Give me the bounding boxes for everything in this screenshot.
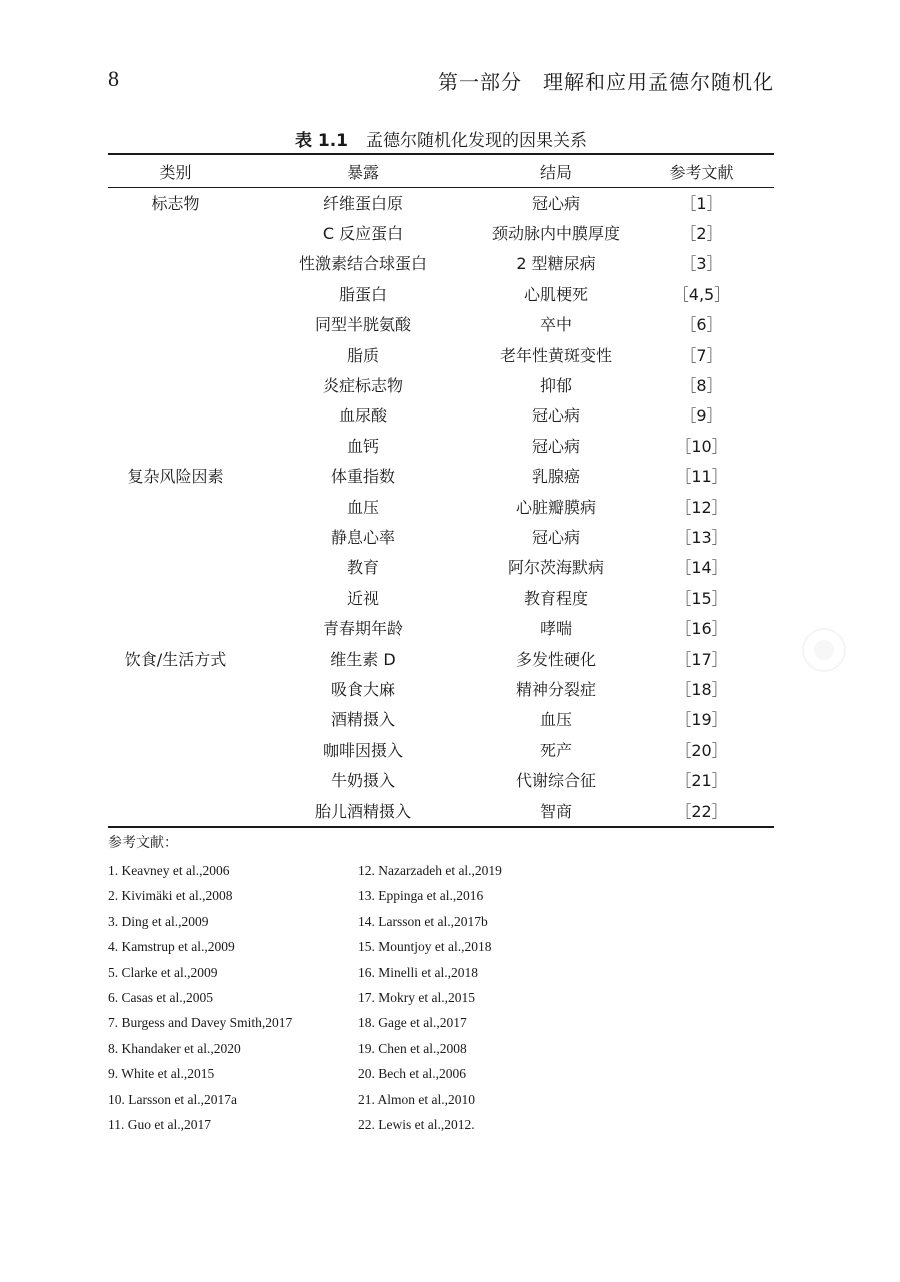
outcome-cell: 血压	[539, 710, 572, 730]
reference-item: 8. Khandaker et al.,2020	[108, 1040, 241, 1056]
reference-cell: ［14］	[675, 558, 728, 578]
exposure-cell: 纤维蛋白原	[322, 193, 403, 213]
table-caption	[108, 126, 774, 151]
category-cell	[108, 521, 243, 551]
category-cell	[108, 795, 243, 825]
exposure-cell: 血压	[346, 497, 379, 517]
outcome-cell: 冠心病	[531, 436, 580, 456]
outcome-cell: 冠心病	[531, 527, 580, 547]
table-row	[108, 491, 774, 521]
table-row	[108, 430, 774, 460]
reference-item: 5. Clarke et al.,2009	[108, 964, 218, 980]
table-row	[108, 612, 774, 642]
watermark-seal	[802, 628, 846, 672]
page-number: 8	[108, 66, 119, 91]
table-row	[108, 248, 774, 278]
outcome-cell: 哮喘	[539, 619, 572, 639]
outcome-cell: 教育程度	[523, 588, 588, 608]
reference-cell: ［4,5］	[672, 284, 731, 304]
category-cell	[108, 734, 243, 764]
reference-item: 22. Lewis et al.,2012.	[358, 1116, 475, 1132]
exposure-cell: 维生素 D	[330, 649, 396, 669]
reference-cell: ［2］	[680, 224, 723, 244]
header-reference: 参考文献	[669, 162, 734, 182]
reference-cell: ［19］	[675, 710, 728, 730]
exposure-cell: 吸食大麻	[330, 679, 395, 699]
table-row	[108, 369, 774, 399]
table-bottom-rule	[108, 826, 774, 828]
exposure-cell: 体重指数	[330, 467, 395, 487]
exposure-cell: 教育	[346, 558, 379, 578]
reference-item: 10. Larsson et al.,2017a	[108, 1091, 237, 1107]
outcome-cell: 老年性黄斑变性	[499, 345, 612, 365]
reference-item: 20. Bech et al.,2006	[358, 1066, 466, 1082]
category-cell	[108, 612, 243, 642]
outcome-cell: 心脏瓣膜病	[515, 497, 596, 517]
outcome-cell: 冠心病	[531, 406, 580, 426]
outcome-cell: 心肌梗死	[523, 284, 588, 304]
exposure-cell: 炎症标志物	[322, 376, 403, 396]
reference-cell: ［13］	[675, 527, 728, 547]
category-cell: 复杂风险因素	[127, 467, 224, 487]
outcome-cell: 颈动脉内中膜厚度	[491, 224, 620, 244]
outcome-cell: 阿尔茨海默病	[507, 558, 604, 578]
reference-item: 4. Kamstrup et al.,2009	[108, 939, 235, 955]
table-row	[108, 278, 774, 308]
reference-cell: ［12］	[675, 497, 728, 517]
reference-cell: ［8］	[680, 376, 723, 396]
table-row	[108, 764, 774, 794]
reference-item: 21. Almon et al.,2010	[358, 1091, 475, 1107]
exposure-cell: 同型半胱氨酸	[314, 315, 411, 335]
table-row	[108, 673, 774, 703]
category-cell	[108, 400, 243, 430]
category-cell	[108, 673, 243, 703]
reference-cell: ［7］	[680, 345, 723, 365]
outcome-cell: 死产	[539, 740, 572, 760]
exposure-cell: 咖啡因摄入	[322, 740, 403, 760]
outcome-cell: 抑郁	[539, 376, 572, 396]
exposure-cell: 青春期年龄	[322, 619, 403, 639]
causal-findings-table	[108, 155, 774, 825]
header-outcome: 结局	[539, 162, 572, 182]
outcome-cell: 智商	[539, 801, 572, 821]
exposure-cell: 牛奶摄入	[330, 771, 395, 791]
category-cell	[108, 248, 243, 278]
reference-item: 13. Eppinga et al.,2016	[358, 888, 484, 904]
table-row	[108, 309, 774, 339]
reference-cell: ［11］	[675, 467, 728, 487]
reference-item: 18. Gage et al.,2017	[358, 1015, 467, 1031]
reference-cell: ［21］	[675, 771, 728, 791]
exposure-cell: 酒精摄入	[330, 710, 395, 730]
category-cell	[108, 582, 243, 612]
table-label: 表 1.1	[294, 131, 349, 151]
header-exposure: 暴露	[346, 162, 379, 182]
outcome-cell: 代谢综合征	[515, 771, 596, 791]
category-cell	[108, 430, 243, 460]
category-cell	[108, 491, 243, 521]
reference-item: 14. Larsson et al.,2017b	[358, 913, 488, 929]
category-cell	[108, 552, 243, 582]
reference-cell: ［16］	[675, 619, 728, 639]
table-body	[108, 187, 774, 825]
reference-item: 19. Chen et al.,2008	[358, 1040, 467, 1056]
exposure-cell: 近视	[346, 588, 379, 608]
exposure-cell: 血钙	[346, 436, 379, 456]
table-row	[108, 734, 774, 764]
category-cell: 标志物	[151, 193, 200, 213]
references-column-1	[108, 858, 292, 1137]
reference-item: 2. Kivimäki et al.,2008	[108, 888, 233, 904]
reference-item: 16. Minelli et al.,2018	[358, 964, 478, 980]
table-header-row	[108, 155, 774, 187]
reference-item: 11. Guo et al.,2017	[108, 1116, 211, 1132]
table-row	[108, 643, 774, 673]
reference-item: 9. White et al.,2015	[108, 1066, 215, 1082]
table-row	[108, 795, 774, 825]
exposure-cell: 脂蛋白	[338, 284, 387, 304]
reference-cell: ［17］	[675, 649, 728, 669]
outcome-cell: 精神分裂症	[515, 679, 596, 699]
exposure-cell: 胎儿酒精摄入	[314, 801, 411, 821]
table-row	[108, 461, 774, 491]
reference-cell: ［18］	[675, 679, 728, 699]
reference-cell: ［6］	[680, 315, 723, 335]
reference-cell: ［22］	[675, 801, 728, 821]
exposure-cell: 血尿酸	[338, 406, 387, 426]
category-cell	[108, 309, 243, 339]
exposure-cell: 性激素结合球蛋白	[298, 254, 427, 274]
header-category: 类别	[159, 162, 192, 182]
exposure-cell: 静息心率	[330, 527, 395, 547]
reference-cell: ［10］	[675, 436, 728, 456]
category-cell	[108, 764, 243, 794]
reference-cell: ［20］	[675, 740, 728, 760]
running-head: 第一部分 理解和应用孟德尔随机化	[438, 70, 774, 94]
category-cell	[108, 217, 243, 247]
reference-item: 1. Keavney et al.,2006	[108, 863, 230, 878]
reference-cell: ［15］	[675, 588, 728, 608]
outcome-cell: 2 型糖尿病	[516, 254, 596, 274]
reference-cell: ［1］	[680, 193, 723, 213]
reference-item: 6. Casas et al.,2005	[108, 989, 213, 1005]
reference-item: 12. Nazarzadeh et al.,2019	[358, 863, 502, 878]
exposure-cell: 脂质	[346, 345, 379, 365]
table-row	[108, 400, 774, 430]
table-row	[108, 187, 774, 217]
outcome-cell: 乳腺癌	[531, 467, 580, 487]
table-row	[108, 704, 774, 734]
category-cell	[108, 369, 243, 399]
references-heading: 参考文献：	[108, 835, 178, 851]
outcome-cell: 卒中	[539, 315, 572, 335]
table-row	[108, 582, 774, 612]
reference-cell: ［9］	[680, 406, 723, 426]
table-row	[108, 217, 774, 247]
reference-item: 17. Mokry et al.,2015	[358, 989, 475, 1005]
table-title: 孟德尔随机化发现的因果关系	[366, 131, 588, 151]
table-row	[108, 521, 774, 551]
category-cell	[108, 339, 243, 369]
table-row	[108, 552, 774, 582]
exposure-cell: C 反应蛋白	[322, 224, 404, 244]
reference-item: 7. Burgess and Davey Smith,2017	[108, 1015, 293, 1031]
reference-item: 15. Mountjoy et al.,2018	[358, 939, 492, 955]
category-cell: 饮食/生活方式	[124, 649, 227, 669]
outcome-cell: 多发性硬化	[515, 649, 596, 669]
category-cell	[108, 278, 243, 308]
reference-cell: ［3］	[680, 254, 723, 274]
reference-item: 3. Ding et al.,2009	[108, 913, 209, 929]
references-column-2	[358, 858, 502, 1137]
category-cell	[108, 704, 243, 734]
table-row	[108, 339, 774, 369]
outcome-cell: 冠心病	[531, 193, 580, 213]
